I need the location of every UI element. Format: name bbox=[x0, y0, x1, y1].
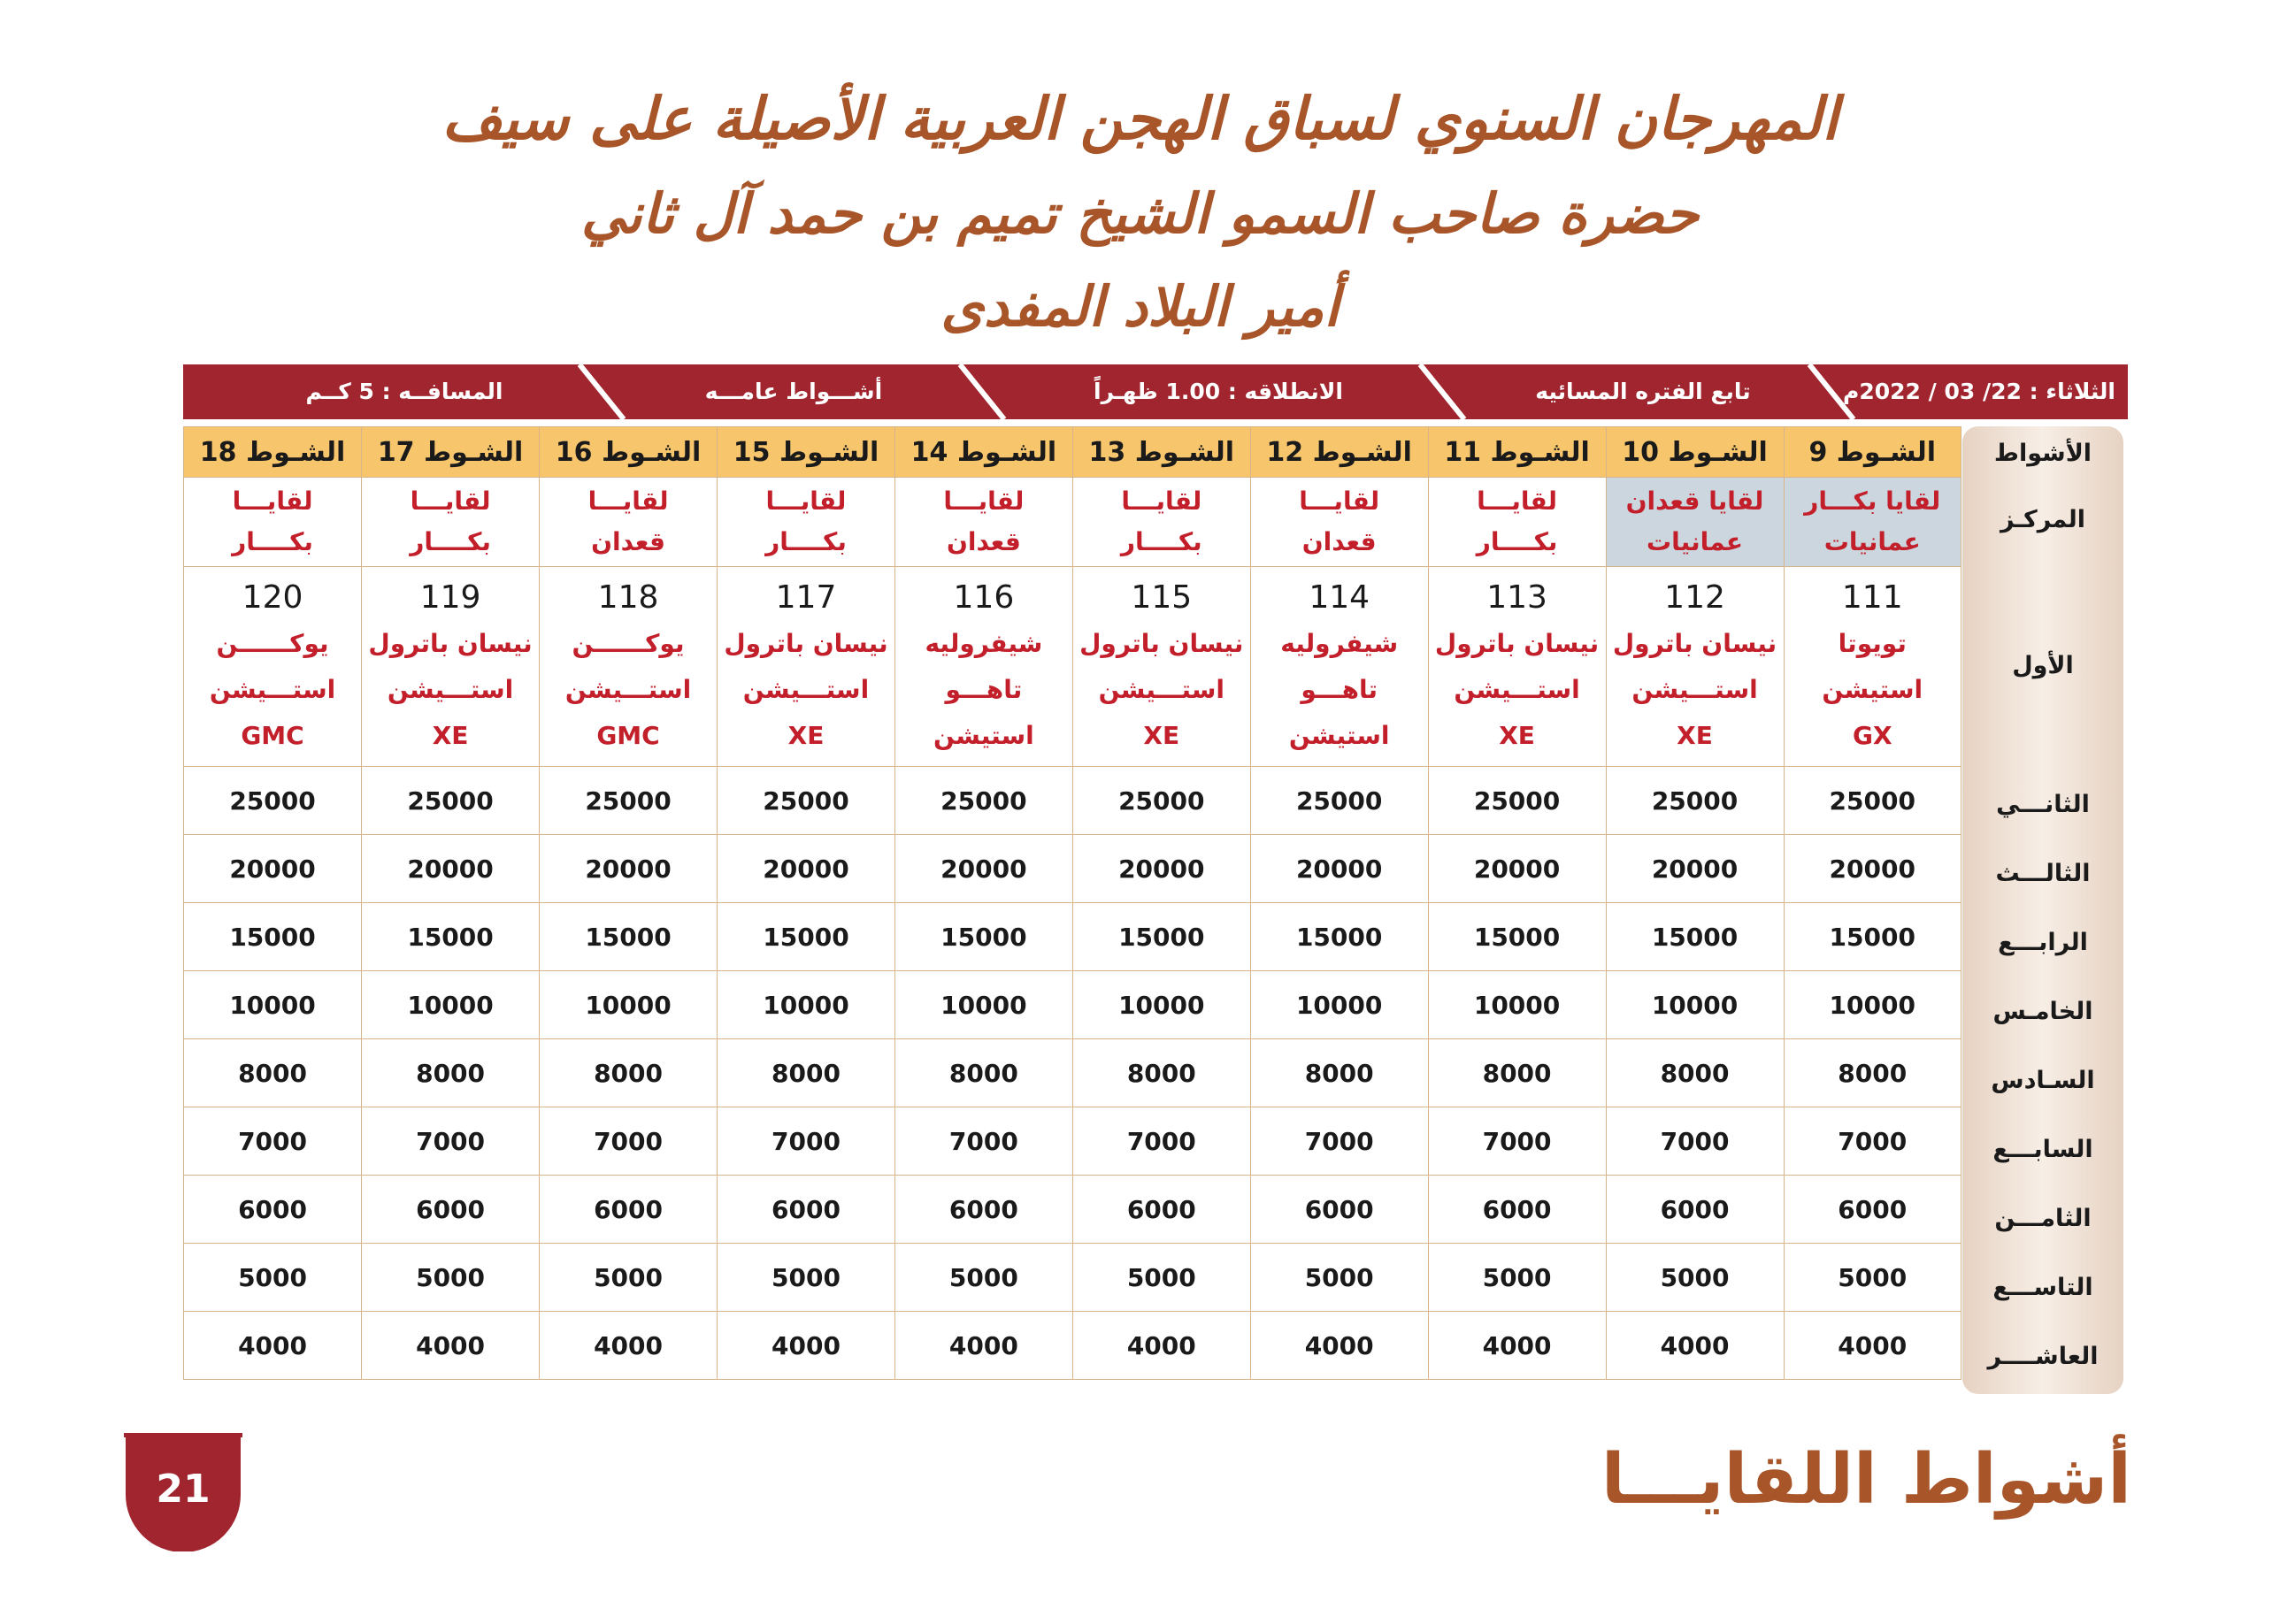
car-line: شيفروليه bbox=[1280, 628, 1399, 658]
prize-value-cell: 4000 bbox=[362, 1312, 540, 1380]
center-line-1: لقايـــا bbox=[410, 486, 491, 516]
first-prize-cell bbox=[1606, 567, 1784, 767]
center-cell bbox=[184, 478, 362, 567]
center-line-1: لقايـــا bbox=[943, 486, 1025, 516]
footer-title: أشواط اللقايـــا bbox=[1601, 1440, 2131, 1520]
header-title-line-2: حضرة صاحب السمو الشيخ تميم بن حمد آل ثاني bbox=[580, 181, 1700, 246]
car-line: XE bbox=[1677, 720, 1713, 750]
car-line: نيسان باترول bbox=[1612, 628, 1777, 658]
page-number: 21 bbox=[156, 1467, 211, 1512]
prize-row bbox=[184, 1244, 1961, 1312]
prize-value-cell: 25000 bbox=[894, 767, 1072, 835]
row-label-prize: الخامـس bbox=[1992, 998, 2093, 1025]
heat-header-cell: الشـوط 9 bbox=[1784, 427, 1961, 478]
first-prize-cell bbox=[362, 567, 540, 767]
car-line: GX bbox=[1852, 720, 1892, 750]
car-line: استـــيشن bbox=[1454, 674, 1580, 704]
prize-value-cell: 10000 bbox=[1072, 971, 1250, 1039]
prize-value-cell: 4000 bbox=[1784, 1312, 1961, 1380]
prize-value-cell: 10000 bbox=[894, 971, 1072, 1039]
prize-number: 119 bbox=[419, 578, 481, 616]
prize-number: 115 bbox=[1131, 578, 1193, 616]
prize-value-cell: 5000 bbox=[1606, 1244, 1784, 1312]
prize-value-cell: 8000 bbox=[540, 1039, 718, 1107]
car-line: استيشن bbox=[933, 720, 1034, 750]
car-line: استـــيشن bbox=[209, 674, 336, 704]
prize-value-cell: 25000 bbox=[362, 767, 540, 835]
prize-value-cell: 6000 bbox=[1784, 1176, 1961, 1244]
center-line-1: لقايـــا bbox=[1299, 486, 1380, 516]
prize-row bbox=[184, 1107, 1961, 1176]
heat-header-cell: الشـوط 18 bbox=[184, 427, 362, 478]
prize-value-cell: 7000 bbox=[184, 1107, 362, 1176]
prize-value-cell: 8000 bbox=[1250, 1039, 1428, 1107]
prize-value-cell: 6000 bbox=[540, 1176, 718, 1244]
car-line: XE bbox=[787, 720, 825, 750]
prize-row bbox=[184, 1039, 1961, 1107]
prize-row bbox=[184, 1176, 1961, 1244]
car-line: نيسان باترول bbox=[1079, 628, 1244, 658]
car-line: استـــيشن bbox=[564, 674, 692, 704]
prize-value-cell: 7000 bbox=[362, 1107, 540, 1176]
center-line-1: لقايـــا bbox=[587, 486, 669, 516]
heat-header-cell: الشـوط 16 bbox=[540, 427, 718, 478]
row-label-first: الأول bbox=[2012, 652, 2074, 679]
prize-value-cell: 25000 bbox=[1784, 767, 1961, 835]
prize-value-cell: 6000 bbox=[1072, 1176, 1250, 1244]
prize-table bbox=[183, 426, 1961, 1380]
info-bar bbox=[183, 364, 2128, 419]
center-line-1: لقايـــا bbox=[232, 486, 313, 516]
prize-number: 120 bbox=[242, 578, 303, 616]
car-line: نيسان باترول bbox=[368, 628, 533, 658]
row-label-prize: السابـــع bbox=[1992, 1136, 2093, 1163]
prize-number: 113 bbox=[1486, 578, 1547, 616]
prize-value-cell: 8000 bbox=[718, 1039, 895, 1107]
prize-value-cell: 7000 bbox=[1784, 1107, 1961, 1176]
prize-row bbox=[184, 835, 1961, 903]
info-distance: المسافــه : 5 كــم bbox=[305, 379, 503, 404]
row-label-prize: الثانـــي bbox=[1996, 791, 2090, 818]
prize-number: 117 bbox=[775, 578, 837, 616]
prize-value-cell: 15000 bbox=[362, 903, 540, 971]
prize-row bbox=[184, 767, 1961, 835]
prize-value-cell: 20000 bbox=[1072, 835, 1250, 903]
center-cell bbox=[894, 478, 1072, 567]
first-prize-cell bbox=[1784, 567, 1961, 767]
center-line-1: لقايـــا bbox=[1121, 486, 1202, 516]
prize-value-cell: 15000 bbox=[540, 903, 718, 971]
prize-value-cell: 5000 bbox=[718, 1244, 895, 1312]
center-line-2: بكــــار bbox=[1120, 527, 1202, 556]
prize-value-cell: 15000 bbox=[1072, 903, 1250, 971]
prize-value-cell: 6000 bbox=[184, 1176, 362, 1244]
first-prize-cell bbox=[1250, 567, 1428, 767]
row-label-heats: الأشواط bbox=[1993, 440, 2092, 467]
info-period: تابع الفتره المسائيه bbox=[1535, 379, 1751, 404]
center-cell bbox=[1072, 478, 1250, 567]
prize-value-cell: 10000 bbox=[1606, 971, 1784, 1039]
car-line: استيشن bbox=[1822, 674, 1923, 704]
prize-value-cell: 6000 bbox=[1250, 1176, 1428, 1244]
prize-value-cell: 10000 bbox=[718, 971, 895, 1039]
header-title-line-1: المهرجان السنوي لسباق الهجن العربية الأصيلة على سيف bbox=[441, 84, 1839, 153]
car-line: استيشن bbox=[1288, 720, 1390, 750]
prize-value-cell: 25000 bbox=[1250, 767, 1428, 835]
prize-row bbox=[184, 971, 1961, 1039]
center-cell bbox=[718, 478, 895, 567]
prize-value-cell: 8000 bbox=[362, 1039, 540, 1107]
center-line-2: قعدان bbox=[946, 527, 1021, 556]
center-cell bbox=[1250, 478, 1428, 567]
first-prize-cell bbox=[184, 567, 362, 767]
car-line: نيسان باترول bbox=[724, 628, 888, 658]
car-line: استـــيشن bbox=[387, 674, 514, 704]
prize-value-cell: 4000 bbox=[1072, 1312, 1250, 1380]
center-row bbox=[184, 478, 1961, 567]
center-cell bbox=[362, 478, 540, 567]
prize-value-cell: 7000 bbox=[1250, 1107, 1428, 1176]
info-start-time: الانطلاقه : 1.00 ظهـراً bbox=[1094, 379, 1343, 404]
prize-value-cell: 20000 bbox=[894, 835, 1072, 903]
prize-value-cell: 25000 bbox=[1606, 767, 1784, 835]
first-prize-row bbox=[184, 567, 1961, 767]
prize-value-cell: 6000 bbox=[718, 1176, 895, 1244]
header-title-line-3: أمير البلاد المفدى bbox=[940, 274, 1340, 339]
center-line-2: عمانيات bbox=[1647, 527, 1744, 556]
prize-value-cell: 20000 bbox=[1250, 835, 1428, 903]
prize-value-cell: 10000 bbox=[362, 971, 540, 1039]
prize-value-cell: 10000 bbox=[1784, 971, 1961, 1039]
prize-value-cell: 20000 bbox=[540, 835, 718, 903]
first-prize-cell bbox=[540, 567, 718, 767]
prize-number: 114 bbox=[1309, 578, 1370, 616]
row-label-center: المركـز bbox=[2000, 506, 2086, 533]
heat-header-cell: الشـوط 12 bbox=[1250, 427, 1428, 478]
prize-value-cell: 15000 bbox=[894, 903, 1072, 971]
center-line-1: لقايـــا bbox=[765, 486, 847, 516]
prize-value-cell: 20000 bbox=[1428, 835, 1606, 903]
prize-value-cell: 15000 bbox=[1784, 903, 1961, 971]
prize-value-cell: 5000 bbox=[362, 1244, 540, 1312]
prize-value-cell: 5000 bbox=[540, 1244, 718, 1312]
prize-value-cell: 15000 bbox=[1250, 903, 1428, 971]
row-label-prize: الثامـــن bbox=[1994, 1205, 2092, 1232]
car-line: تاهـــو bbox=[945, 674, 1023, 704]
info-date: الثلاثاء : 22/ 03 / 2022م bbox=[1842, 379, 2115, 404]
center-cell bbox=[1784, 478, 1961, 567]
prize-number: 112 bbox=[1664, 578, 1725, 616]
info-race-type: أشـــواط عامـــه bbox=[704, 379, 883, 404]
prize-number: 116 bbox=[953, 578, 1015, 616]
center-line-2: بكــــار bbox=[410, 527, 491, 556]
row-label-prize: التاســـع bbox=[1992, 1274, 2093, 1301]
car-line: GMC bbox=[241, 720, 304, 750]
prize-value-cell: 5000 bbox=[1784, 1244, 1961, 1312]
prize-value-cell: 10000 bbox=[1250, 971, 1428, 1039]
center-line-2: بكــــار bbox=[765, 527, 847, 556]
prize-value-cell: 5000 bbox=[1428, 1244, 1606, 1312]
first-prize-cell bbox=[718, 567, 895, 767]
car-line: XE bbox=[1143, 720, 1180, 750]
heat-header-cell: الشـوط 14 bbox=[894, 427, 1072, 478]
prize-value-cell: 4000 bbox=[1428, 1312, 1606, 1380]
car-line: يوكــــــن bbox=[572, 628, 685, 658]
heat-header-cell: الشـوط 10 bbox=[1606, 427, 1784, 478]
prize-value-cell: 4000 bbox=[540, 1312, 718, 1380]
prize-value-cell: 8000 bbox=[184, 1039, 362, 1107]
prize-value-cell: 4000 bbox=[184, 1312, 362, 1380]
center-line-2: قعدان bbox=[591, 527, 665, 556]
car-line: XE bbox=[432, 720, 469, 750]
prize-value-cell: 25000 bbox=[184, 767, 362, 835]
prize-value-cell: 7000 bbox=[1072, 1107, 1250, 1176]
prize-value-cell: 15000 bbox=[718, 903, 895, 971]
prize-value-cell: 8000 bbox=[1784, 1039, 1961, 1107]
prize-value-cell: 5000 bbox=[1250, 1244, 1428, 1312]
heat-header-cell: الشـوط 15 bbox=[718, 427, 895, 478]
prize-value-cell: 25000 bbox=[718, 767, 895, 835]
center-line-2: بكــــار bbox=[232, 527, 313, 556]
prize-value-cell: 7000 bbox=[894, 1107, 1072, 1176]
prize-value-cell: 20000 bbox=[184, 835, 362, 903]
prize-value-cell: 4000 bbox=[1250, 1312, 1428, 1380]
prize-value-cell: 8000 bbox=[894, 1039, 1072, 1107]
car-line: نيسان باترول bbox=[1434, 628, 1600, 658]
first-prize-cell bbox=[894, 567, 1072, 767]
car-line: استـــيشن bbox=[1098, 674, 1224, 704]
prize-value-cell: 7000 bbox=[718, 1107, 895, 1176]
prize-row bbox=[184, 903, 1961, 971]
center-line-2: عمانيات bbox=[1823, 527, 1921, 556]
row-label-prize: الثالـــث bbox=[1995, 860, 2091, 887]
prize-value-cell: 15000 bbox=[1428, 903, 1606, 971]
first-prize-cell bbox=[1072, 567, 1250, 767]
prize-value-cell: 15000 bbox=[1606, 903, 1784, 971]
car-line: تويوتا bbox=[1838, 628, 1907, 658]
center-line-1: لقايا قعدان bbox=[1625, 486, 1764, 516]
prize-value-cell: 6000 bbox=[1606, 1176, 1784, 1244]
prize-value-cell: 20000 bbox=[1606, 835, 1784, 903]
prize-value-cell: 6000 bbox=[1428, 1176, 1606, 1244]
prize-row bbox=[184, 1312, 1961, 1380]
prize-value-cell: 8000 bbox=[1428, 1039, 1606, 1107]
car-line: استـــيشن bbox=[742, 674, 870, 704]
heat-header-row bbox=[184, 427, 1961, 478]
prize-value-cell: 10000 bbox=[184, 971, 362, 1039]
center-cell bbox=[1428, 478, 1606, 567]
heat-header-cell: الشـوط 13 bbox=[1072, 427, 1250, 478]
center-line-1: لقايا بكـــار bbox=[1804, 486, 1941, 516]
car-line: استـــيشن bbox=[1631, 674, 1758, 704]
heat-header-cell: الشـوط 17 bbox=[362, 427, 540, 478]
prize-number: 111 bbox=[1841, 578, 1903, 616]
prize-value-cell: 10000 bbox=[1428, 971, 1606, 1039]
prize-value-cell: 20000 bbox=[362, 835, 540, 903]
car-line: يوكــــــن bbox=[216, 628, 329, 658]
prize-value-cell: 20000 bbox=[1784, 835, 1961, 903]
prize-value-cell: 10000 bbox=[540, 971, 718, 1039]
row-label-prize: الرابـــع bbox=[1998, 929, 2088, 956]
prize-value-cell: 6000 bbox=[362, 1176, 540, 1244]
first-prize-cell bbox=[1428, 567, 1606, 767]
prize-value-cell: 7000 bbox=[540, 1107, 718, 1176]
prize-value-cell: 25000 bbox=[1428, 767, 1606, 835]
prize-value-cell: 8000 bbox=[1606, 1039, 1784, 1107]
center-line-1: لقايـــا bbox=[1477, 486, 1558, 516]
prize-value-cell: 4000 bbox=[1606, 1312, 1784, 1380]
car-line: XE bbox=[1499, 720, 1535, 750]
row-labels-column bbox=[1962, 426, 2123, 1394]
prize-number: 118 bbox=[597, 578, 659, 616]
prize-value-cell: 7000 bbox=[1428, 1107, 1606, 1176]
prize-value-cell: 4000 bbox=[894, 1312, 1072, 1380]
row-label-prize: العاشــــر bbox=[1987, 1343, 2099, 1370]
prize-value-cell: 20000 bbox=[718, 835, 895, 903]
center-cell bbox=[1606, 478, 1784, 567]
heat-header-cell: الشـوط 11 bbox=[1428, 427, 1606, 478]
center-cell bbox=[540, 478, 718, 567]
car-line: تاهـــو bbox=[1301, 674, 1378, 704]
prize-value-cell: 5000 bbox=[1072, 1244, 1250, 1312]
car-line: GMC bbox=[596, 720, 660, 750]
center-line-2: بكــــار bbox=[1476, 527, 1558, 556]
row-label-prize: السـادس bbox=[1991, 1067, 2095, 1094]
car-line: شيفروليه bbox=[925, 628, 1043, 658]
prize-value-cell: 15000 bbox=[184, 903, 362, 971]
prize-value-cell: 5000 bbox=[184, 1244, 362, 1312]
center-line-2: قعدان bbox=[1301, 527, 1377, 556]
prize-value-cell: 5000 bbox=[894, 1244, 1072, 1312]
prize-value-cell: 4000 bbox=[718, 1312, 895, 1380]
prize-value-cell: 8000 bbox=[1072, 1039, 1250, 1107]
prize-value-cell: 6000 bbox=[894, 1176, 1072, 1244]
prize-value-cell: 25000 bbox=[1072, 767, 1250, 835]
prize-value-cell: 25000 bbox=[540, 767, 718, 835]
prize-value-cell: 7000 bbox=[1606, 1107, 1784, 1176]
